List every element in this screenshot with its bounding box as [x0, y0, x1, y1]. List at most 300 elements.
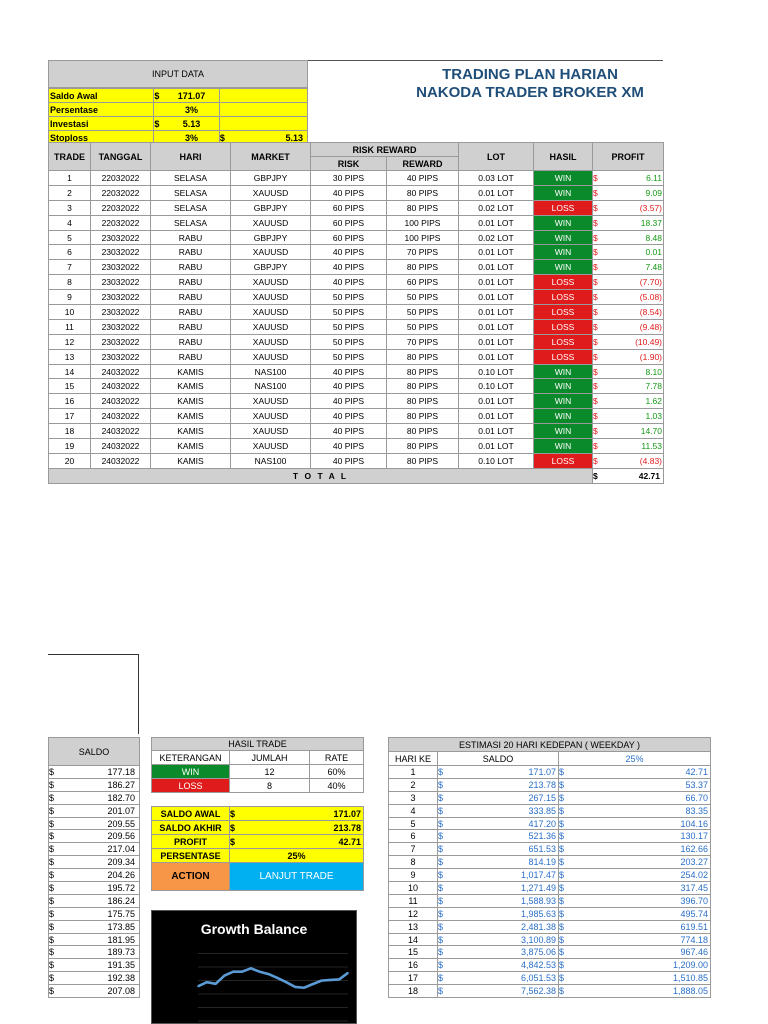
- loss-count: 8: [230, 779, 310, 793]
- estimasi-gain-currency: $: [559, 920, 571, 933]
- persentase-label: PERSENTASE: [152, 849, 230, 863]
- estimasi-row: [389, 843, 711, 856]
- input-value-2: [230, 117, 308, 131]
- growth-point: [285, 981, 287, 983]
- trade-market: XAUUSD: [231, 215, 311, 230]
- saldo-row: [49, 946, 140, 959]
- saldo-row: [49, 959, 140, 972]
- input-currency: $: [154, 89, 164, 103]
- trade-day: RABU: [151, 230, 231, 245]
- saldo-currency: $: [49, 959, 63, 972]
- trade-reward: 80 PIPS: [387, 394, 459, 409]
- saldo-row: [49, 830, 140, 843]
- trade-day: RABU: [151, 305, 231, 320]
- trade-number: 10: [49, 305, 91, 320]
- estimasi-day: 13: [389, 920, 438, 933]
- estimasi-currency: $: [438, 933, 450, 946]
- trade-reward: 80 PIPS: [387, 260, 459, 275]
- trade-day: RABU: [151, 334, 231, 349]
- saldo-value: 207.08: [63, 985, 140, 998]
- trade-number: 15: [49, 379, 91, 394]
- estimasi-gain: 1,510.85: [571, 972, 711, 985]
- estimasi-currency: $: [438, 946, 450, 959]
- input-row: [49, 117, 308, 131]
- trade-date: 23032022: [91, 305, 151, 320]
- estimasi-currency: $: [438, 830, 450, 843]
- trade-day: RABU: [151, 245, 231, 260]
- estimasi-gain: 254.02: [571, 869, 711, 882]
- trade-profit: (8.54): [605, 305, 664, 320]
- input-label: Investasi: [49, 117, 154, 131]
- input-value: 3%: [164, 131, 219, 145]
- saldo-value: 209.55: [63, 817, 140, 830]
- saldo-row: [49, 894, 140, 907]
- header-rule: [308, 60, 663, 61]
- estimasi-gain-currency: $: [559, 817, 571, 830]
- trade-profit: (3.57): [605, 200, 664, 215]
- estimasi-row: [389, 882, 711, 895]
- saldo-value: 209.34: [63, 856, 140, 869]
- estimasi-gain: 203.27: [571, 856, 711, 869]
- trade-profit-currency: $: [593, 290, 605, 305]
- trade-day: KAMIS: [151, 364, 231, 379]
- estimasi-gain: 967.46: [571, 946, 711, 959]
- trade-date: 23032022: [91, 230, 151, 245]
- trade-day: SELASA: [151, 215, 231, 230]
- trade-market: GBPJPY: [231, 230, 311, 245]
- trade-risk: 40 PIPS: [311, 453, 387, 468]
- trade-result-badge: LOSS: [534, 200, 593, 215]
- growth-point: [303, 987, 305, 989]
- trade-result-badge: LOSS: [534, 290, 593, 305]
- estimasi-gain-currency: $: [559, 907, 571, 920]
- trade-day: SELASA: [151, 185, 231, 200]
- input-value: 171.07: [164, 89, 219, 103]
- estimasi-currency: $: [438, 791, 450, 804]
- trade-reward: 100 PIPS: [387, 215, 459, 230]
- growth-point: [294, 986, 296, 988]
- saldo-currency: $: [49, 933, 63, 946]
- trade-row: [49, 394, 664, 409]
- estimasi-gain-currency: $: [559, 959, 571, 972]
- col-lot: LOT: [459, 143, 534, 171]
- trade-profit-currency: $: [593, 230, 605, 245]
- trade-profit-currency: $: [593, 171, 605, 186]
- estimasi-saldo: 171.07: [450, 766, 559, 779]
- estimasi-row: [389, 791, 711, 804]
- saldo-currency: $: [49, 804, 63, 817]
- col-keterangan: KETERANGAN: [152, 751, 230, 765]
- estimasi-gain-currency: $: [559, 972, 571, 985]
- input-currency-2: [219, 89, 229, 103]
- trade-market: GBPJPY: [231, 171, 311, 186]
- estimasi-day: 9: [389, 869, 438, 882]
- estimasi-saldo: 213.78: [450, 778, 559, 791]
- input-value-2: [230, 89, 308, 103]
- trade-profit: 7.48: [605, 260, 664, 275]
- trade-risk: 50 PIPS: [311, 334, 387, 349]
- trade-profit-currency: $: [593, 260, 605, 275]
- trade-risk: 60 PIPS: [311, 215, 387, 230]
- trade-date: 24032022: [91, 379, 151, 394]
- trade-reward: 50 PIPS: [387, 319, 459, 334]
- trade-profit-currency: $: [593, 453, 605, 468]
- saldo-currency: $: [49, 856, 63, 869]
- growth-chart: [151, 910, 357, 1024]
- trades-table: [48, 142, 664, 484]
- trade-risk: 50 PIPS: [311, 349, 387, 364]
- growth-point: [268, 973, 270, 975]
- saldo-currency: $: [49, 766, 63, 779]
- estimasi-table: [388, 737, 711, 998]
- trade-market: XAUUSD: [231, 349, 311, 364]
- trade-risk: 60 PIPS: [311, 200, 387, 215]
- estimasi-gain: 619.51: [571, 920, 711, 933]
- saldo-currency: $: [49, 920, 63, 933]
- trade-result-badge: WIN: [534, 230, 593, 245]
- saldo-value: 175.75: [63, 907, 140, 920]
- trade-lot: 0.01 LOT: [459, 290, 534, 305]
- estimasi-gain: 396.70: [571, 894, 711, 907]
- growth-point: [330, 979, 332, 981]
- trade-reward: 80 PIPS: [387, 424, 459, 439]
- estimasi-gain-currency: $: [559, 791, 571, 804]
- saldo-currency: $: [49, 830, 63, 843]
- win-label: WIN: [152, 765, 230, 779]
- saldo-value: 177.18: [63, 766, 140, 779]
- empty-cell-border-right: [138, 654, 139, 734]
- estimasi-saldo: 814.19: [450, 856, 559, 869]
- estimasi-gain: 83.35: [571, 804, 711, 817]
- estimasi-saldo: 1,588.93: [450, 894, 559, 907]
- estimasi-day: 14: [389, 933, 438, 946]
- trade-profit-currency: $: [593, 379, 605, 394]
- estimasi-currency: $: [438, 907, 450, 920]
- saldo-currency: $: [49, 985, 63, 998]
- trade-row: [49, 230, 664, 245]
- saldo-row: [49, 933, 140, 946]
- saldo-currency: $: [49, 907, 63, 920]
- saldo-akhir-currency: $: [230, 822, 236, 833]
- estimasi-saldo: 651.53: [450, 843, 559, 856]
- saldo-value: 189.73: [63, 946, 140, 959]
- win-rate: 60%: [310, 765, 364, 779]
- trade-risk: 40 PIPS: [311, 364, 387, 379]
- trade-risk: 50 PIPS: [311, 305, 387, 320]
- trade-number: 2: [49, 185, 91, 200]
- trade-result-badge: WIN: [534, 171, 593, 186]
- growth-point: [259, 971, 261, 973]
- estimasi-saldo: 333.85: [450, 804, 559, 817]
- estimasi-saldo: 3,875.06: [450, 946, 559, 959]
- trade-risk: 60 PIPS: [311, 230, 387, 245]
- trade-lot: 0.01 LOT: [459, 439, 534, 454]
- trade-result-badge: LOSS: [534, 334, 593, 349]
- trade-date: 24032022: [91, 409, 151, 424]
- estimasi-gain-currency: $: [559, 946, 571, 959]
- trade-result-badge: LOSS: [534, 305, 593, 320]
- profit-value: 42.71: [235, 835, 364, 849]
- trade-reward: 40 PIPS: [387, 171, 459, 186]
- trade-reward: 80 PIPS: [387, 379, 459, 394]
- saldo-value: 182.70: [63, 791, 140, 804]
- estimasi-saldo: 417.20: [450, 817, 559, 830]
- input-row: [49, 89, 308, 103]
- saldo-currency: $: [49, 882, 63, 895]
- trade-number: 14: [49, 364, 91, 379]
- trade-lot: 0.02 LOT: [459, 200, 534, 215]
- growth-point: [232, 971, 234, 973]
- trade-profit: (9.48): [605, 319, 664, 334]
- growth-point: [277, 977, 279, 979]
- estimasi-gain: 317.45: [571, 882, 711, 895]
- estimasi-gain-currency: $: [559, 804, 571, 817]
- saldo-awal-currency: $: [230, 808, 236, 819]
- trade-day: SELASA: [151, 200, 231, 215]
- trade-result-badge: WIN: [534, 379, 593, 394]
- trade-profit: 7.78: [605, 379, 664, 394]
- estimasi-currency: $: [438, 972, 450, 985]
- trade-risk: 40 PIPS: [311, 275, 387, 290]
- trade-reward: 80 PIPS: [387, 349, 459, 364]
- trade-day: SELASA: [151, 171, 231, 186]
- trade-date: 24032022: [91, 394, 151, 409]
- saldo-currency: $: [49, 946, 63, 959]
- trade-lot: 0.02 LOT: [459, 230, 534, 245]
- estimasi-day: 15: [389, 946, 438, 959]
- trade-risk: 50 PIPS: [311, 319, 387, 334]
- total-label: T O T A L: [49, 468, 593, 483]
- trade-profit: (7.70): [605, 275, 664, 290]
- trade-date: 24032022: [91, 439, 151, 454]
- input-label: Stoploss: [49, 131, 154, 145]
- trade-profit: 6.11: [605, 171, 664, 186]
- estimasi-gain: 130.17: [571, 830, 711, 843]
- trade-result-badge: WIN: [534, 394, 593, 409]
- trade-profit: 1.03: [605, 409, 664, 424]
- estimasi-saldo: 2,481.38: [450, 920, 559, 933]
- trade-lot: 0.10 LOT: [459, 379, 534, 394]
- trade-date: 24032022: [91, 364, 151, 379]
- trade-row: [49, 200, 664, 215]
- profit-label: PROFIT: [152, 835, 230, 849]
- trade-row: [49, 185, 664, 200]
- saldo-row: [49, 856, 140, 869]
- estimasi-currency: $: [438, 843, 450, 856]
- trade-lot: 0.01 LOT: [459, 215, 534, 230]
- saldo-value: 201.07: [63, 804, 140, 817]
- input-currency-2: [219, 103, 229, 117]
- trade-profit: 8.48: [605, 230, 664, 245]
- trade-profit: 8.10: [605, 364, 664, 379]
- trade-date: 24032022: [91, 453, 151, 468]
- page-title: TRADING PLAN HARIAN: [442, 66, 618, 83]
- trade-reward: 80 PIPS: [387, 453, 459, 468]
- trade-row: [49, 424, 664, 439]
- saldo-row: [49, 778, 140, 791]
- estimasi-row: [389, 804, 711, 817]
- trade-risk: 30 PIPS: [311, 171, 387, 186]
- trade-market: XAUUSD: [231, 245, 311, 260]
- trade-result-badge: WIN: [534, 245, 593, 260]
- saldo-value: 209.56: [63, 830, 140, 843]
- trade-market: XAUUSD: [231, 275, 311, 290]
- trade-profit-currency: $: [593, 424, 605, 439]
- estimasi-gain-currency: $: [559, 985, 571, 998]
- trade-profit: (4.83): [605, 453, 664, 468]
- trade-result-badge: WIN: [534, 439, 593, 454]
- trade-number: 16: [49, 394, 91, 409]
- trade-profit-currency: $: [593, 200, 605, 215]
- trade-number: 1: [49, 171, 91, 186]
- estimasi-row: [389, 856, 711, 869]
- trade-lot: 0.10 LOT: [459, 364, 534, 379]
- estimasi-day: 1: [389, 766, 438, 779]
- input-value: 3%: [164, 103, 219, 117]
- estimasi-row: [389, 869, 711, 882]
- trade-market: XAUUSD: [231, 409, 311, 424]
- saldo-akhir-value: 213.78: [235, 821, 364, 835]
- estimasi-day: 16: [389, 959, 438, 972]
- trade-market: XAUUSD: [231, 394, 311, 409]
- trade-market: NAS100: [231, 379, 311, 394]
- trade-result-badge: LOSS: [534, 453, 593, 468]
- trade-day: RABU: [151, 260, 231, 275]
- estimasi-day: 12: [389, 907, 438, 920]
- trade-number: 7: [49, 260, 91, 275]
- saldo-awal-value: 171.07: [235, 807, 364, 821]
- estimasi-gain-currency: $: [559, 778, 571, 791]
- estimasi-gain: 42.71: [571, 766, 711, 779]
- estimasi-day: 3: [389, 791, 438, 804]
- trade-number: 9: [49, 290, 91, 305]
- trade-risk: 40 PIPS: [311, 424, 387, 439]
- estimasi-gain: 495.74: [571, 907, 711, 920]
- estimasi-gain: 104.16: [571, 817, 711, 830]
- col-risk: RISK: [311, 157, 387, 171]
- input-currency-2: $: [219, 131, 229, 145]
- estimasi-saldo: 1,271.49: [450, 882, 559, 895]
- trade-number: 18: [49, 424, 91, 439]
- trade-number: 6: [49, 245, 91, 260]
- estimasi-day: 18: [389, 985, 438, 998]
- trade-profit-currency: $: [593, 349, 605, 364]
- saldo-value: 191.35: [63, 959, 140, 972]
- estimasi-row: [389, 778, 711, 791]
- action-value: LANJUT TRADE: [230, 863, 364, 891]
- trade-number: 3: [49, 200, 91, 215]
- trade-profit-currency: $: [593, 409, 605, 424]
- trade-row: [49, 171, 664, 186]
- page-subtitle: NAKODA TRADER BROKER XM: [416, 84, 644, 101]
- saldo-value: 217.04: [63, 843, 140, 856]
- trade-market: NAS100: [231, 453, 311, 468]
- estimasi-day: 7: [389, 843, 438, 856]
- saldo-currency: $: [49, 817, 63, 830]
- trade-profit: (1.90): [605, 349, 664, 364]
- growth-point: [347, 972, 349, 974]
- estimasi-currency: $: [438, 778, 450, 791]
- col-hasil: HASIL: [534, 143, 593, 171]
- growth-point: [321, 980, 323, 982]
- estimasi-currency: $: [438, 920, 450, 933]
- trade-profit: 1.62: [605, 394, 664, 409]
- growth-point: [338, 979, 340, 981]
- estimasi-row: [389, 817, 711, 830]
- trade-number: 19: [49, 439, 91, 454]
- growth-chart-plot: [152, 941, 356, 1023]
- trade-date: 22032022: [91, 185, 151, 200]
- estimasi-saldo: 267.15: [450, 791, 559, 804]
- total-profit: 42.71: [605, 468, 664, 483]
- estimasi-row: [389, 959, 711, 972]
- estimasi-saldo: 1,017.47: [450, 869, 559, 882]
- growth-point: [215, 983, 217, 985]
- saldo-row: [49, 817, 140, 830]
- estimasi-currency: $: [438, 882, 450, 895]
- trade-date: 22032022: [91, 200, 151, 215]
- estimasi-title: ESTIMASI 20 HARI KEDEPAN ( WEEKDAY ): [389, 738, 711, 752]
- saldo-currency: $: [49, 778, 63, 791]
- trade-row: [49, 275, 664, 290]
- estimasi-gain-currency: $: [559, 894, 571, 907]
- trade-number: 12: [49, 334, 91, 349]
- trade-reward: 80 PIPS: [387, 439, 459, 454]
- trade-day: KAMIS: [151, 439, 231, 454]
- saldo-akhir-label: SALDO AKHIR: [152, 821, 230, 835]
- trade-number: 17: [49, 409, 91, 424]
- estimasi-saldo: 7,562.38: [450, 985, 559, 998]
- trade-number: 11: [49, 319, 91, 334]
- col-rate: RATE: [310, 751, 364, 765]
- trade-reward: 50 PIPS: [387, 305, 459, 320]
- trade-market: GBPJPY: [231, 200, 311, 215]
- trade-reward: 100 PIPS: [387, 230, 459, 245]
- col-profit: PROFIT: [593, 143, 664, 171]
- trade-reward: 80 PIPS: [387, 364, 459, 379]
- trade-reward: 70 PIPS: [387, 245, 459, 260]
- saldo-value: 186.27: [63, 778, 140, 791]
- profit-currency: $: [230, 836, 236, 847]
- input-label: Persentase: [49, 103, 154, 117]
- trade-profit: 18.37: [605, 215, 664, 230]
- trade-day: KAMIS: [151, 379, 231, 394]
- estimasi-currency: $: [438, 985, 450, 998]
- trade-day: KAMIS: [151, 453, 231, 468]
- total-currency: $: [593, 468, 605, 483]
- estimasi-currency: $: [438, 894, 450, 907]
- input-data-table: [48, 88, 308, 145]
- trade-lot: 0.10 LOT: [459, 453, 534, 468]
- estimasi-row: [389, 907, 711, 920]
- trade-market: XAUUSD: [231, 305, 311, 320]
- trade-result-badge: WIN: [534, 185, 593, 200]
- saldo-value: 181.95: [63, 933, 140, 946]
- estimasi-day: 10: [389, 882, 438, 895]
- trade-number: 5: [49, 230, 91, 245]
- trade-row: [49, 349, 664, 364]
- trade-lot: 0.01 LOT: [459, 334, 534, 349]
- input-currency-2: [219, 117, 229, 131]
- trade-lot: 0.01 LOT: [459, 245, 534, 260]
- estimasi-day: 8: [389, 856, 438, 869]
- trade-number: 20: [49, 453, 91, 468]
- trade-row: [49, 215, 664, 230]
- trade-row: [49, 453, 664, 468]
- estimasi-gain: 162.66: [571, 843, 711, 856]
- estimasi-gain: 774.18: [571, 933, 711, 946]
- trade-profit: (5.08): [605, 290, 664, 305]
